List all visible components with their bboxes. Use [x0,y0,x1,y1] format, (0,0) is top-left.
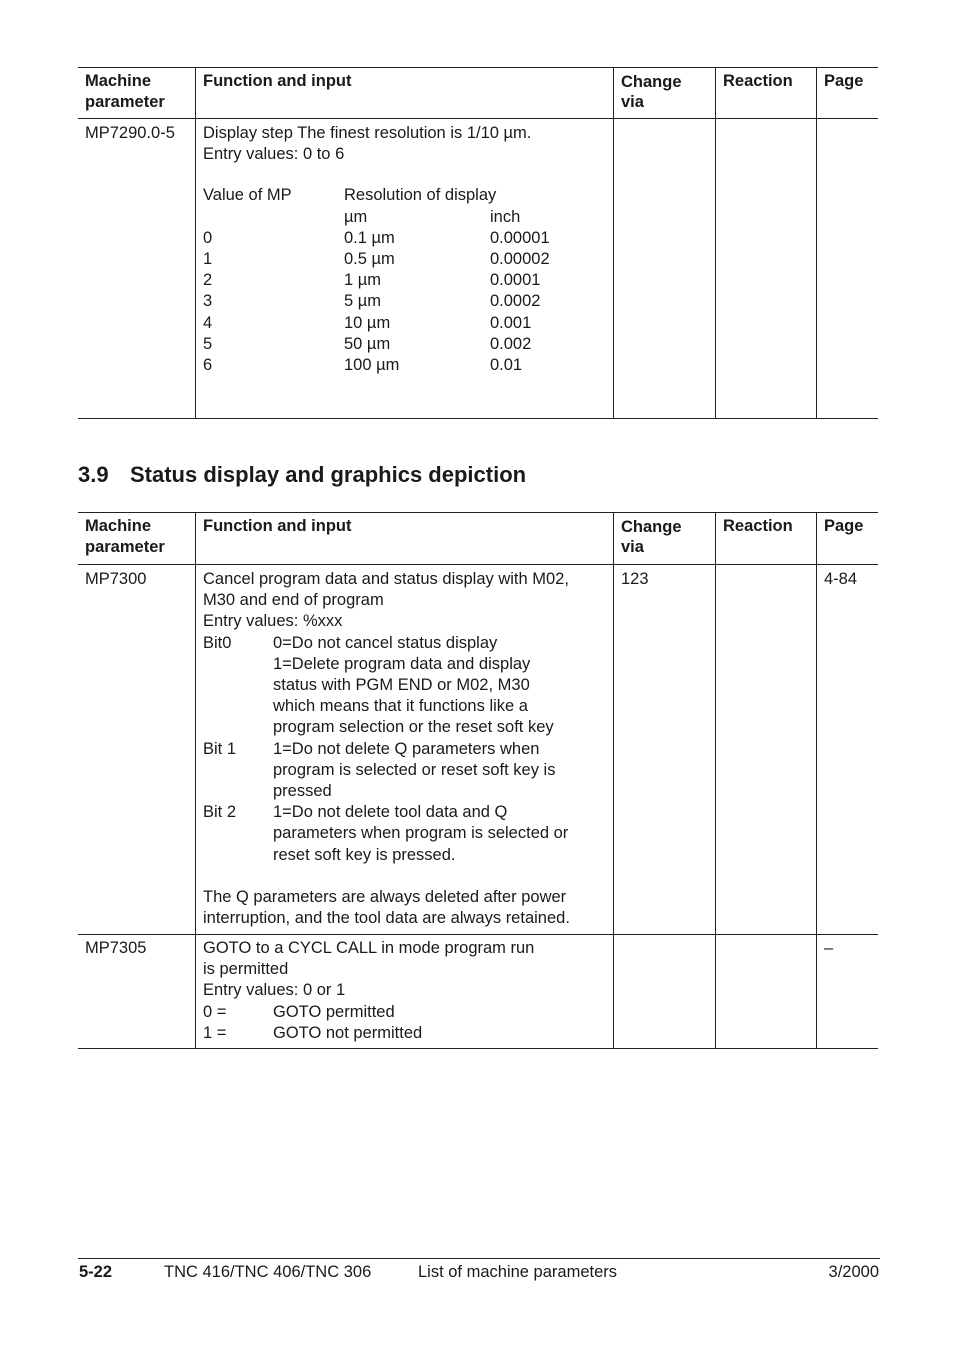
table-row [78,119,878,419]
resolution-row: 0 0.1 µm 0.00001 [203,228,550,247]
resolution-header: Value of MP Resolution of display [203,186,497,205]
table-row [78,935,878,1049]
resolution-row: 3 5 µm 0.0002 [203,292,541,311]
header-page: Page [816,68,878,118]
bit-description: Bit 2 1=Do not delete tool data and Q parameters when program is selected or reset soft key is pressed. [203,803,569,864]
header-reaction: Reaction [715,68,816,118]
reaction-cell [715,935,816,1048]
param-id: MP7300 [85,570,147,588]
footer-date: 3/2000 [828,1263,879,1281]
footer-document-title: List of machine parameters [418,1263,618,1281]
option-line: 1 = GOTO not permitted [203,1023,423,1042]
resolution-row: 4 10 µm 0.001 [203,313,532,332]
bit-description: Bit0 0=Do not cancel status display 1=Delete program data and display status with PGM END or M02, M30 which means that it functions like a program selection or the reset soft key [203,633,554,737]
function-line: Entry values: %xxx [203,612,343,631]
function-cell [195,565,613,934]
resolution-row: 6 100 µm 0.01 [203,356,523,375]
function-line: Cancel program data and status display with M02, [203,570,569,588]
parameter-table-1 [78,67,878,419]
parameter-table-2 [78,512,878,1049]
page-cell: 4-84 [816,565,878,934]
param-cell [78,565,195,934]
note-line: The Q parameters are always deleted after power [203,887,567,906]
param-cell [78,935,195,1048]
param-cell [78,119,195,418]
header-change-via: Change via [613,68,715,118]
footer-model: TNC 416/TNC 406/TNC 306 [164,1263,372,1281]
page-cell [816,119,878,418]
resolution-row: 5 50 µm 0.002 [203,334,532,353]
table-header-row [78,512,878,565]
note-line: interruption, and the tool data are always retained. [203,909,570,928]
resolution-row: 1 0.5 µm 0.00002 [203,250,550,269]
resolution-units: µm inch [344,207,521,226]
header-reaction: Reaction [715,513,816,564]
header-machine-parameter: Machine parameter [85,517,165,557]
option-line: 0 = GOTO permitted [203,1002,395,1021]
footer-divider [78,1258,880,1259]
function-line: GOTO to a CYCL CALL in mode program run [203,939,535,957]
page-cell: – [816,935,878,1048]
header-function-and-input: Function and input [195,513,613,564]
bit-description: Bit 1 1=Do not delete Q parameters when program is selected or reset soft key is pressed [203,739,556,801]
param-id: MP7290.0-5 [85,124,175,142]
param-id: MP7305 [85,939,147,957]
function-cell [195,935,613,1048]
header-function-and-input: Function and input [195,68,613,118]
table-row [78,565,878,935]
change-via-cell [613,935,715,1048]
table-header-row [78,67,878,119]
header-page: Page [816,513,878,564]
change-via-cell [613,119,715,418]
header-machine-parameter: Machine parameter [85,72,165,112]
header-change-via: Change via [613,513,715,564]
reaction-cell [715,565,816,934]
resolution-row: 2 1 µm 0.0001 [203,271,541,290]
function-line: Entry values: 0 or 1 [203,981,346,1000]
section-number: 3.9 [78,462,109,487]
function-line: is permitted [203,960,289,979]
change-via-cell: 123 [613,565,715,934]
section-heading [78,461,526,489]
function-line: Entry values: 0 to 6 [203,145,345,164]
footer-page-number: 5-22 [79,1263,113,1281]
function-line: Display step The finest resolution is 1/10 µm. [203,124,532,142]
section-title: Status display and graphics depiction [130,462,527,487]
function-line: M30 and end of program [203,591,384,610]
function-cell [195,119,613,418]
reaction-cell [715,119,816,418]
